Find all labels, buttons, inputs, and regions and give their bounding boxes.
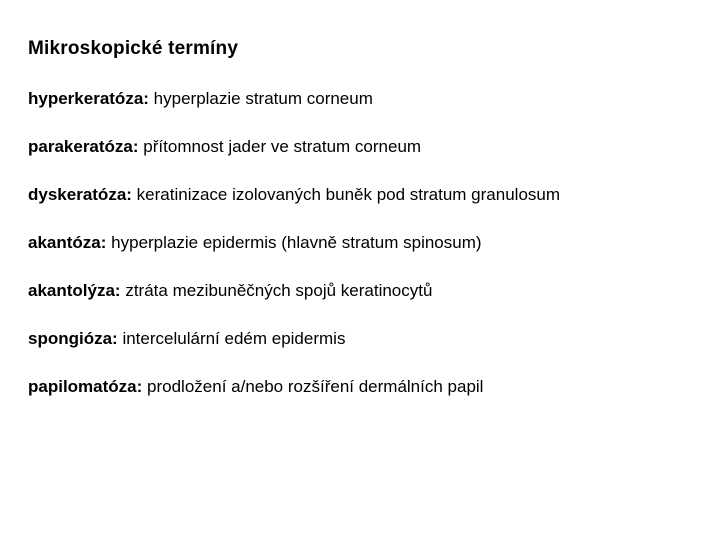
term-item-papilomatoza [28, 376, 708, 424]
term-name: dyskeratóza: [28, 185, 132, 204]
term-item-akantolyza [28, 280, 708, 328]
term-name: akantóza: [28, 233, 107, 252]
term-definition: hyperplazie stratum corneum [153, 89, 373, 108]
term-definition: ztráta mezibuněčných spojů keratinocytů [125, 281, 433, 300]
term-item-akantoza [28, 232, 708, 280]
term-definition: intercelulární edém epidermis [122, 329, 346, 348]
term-item-parakeratoza [28, 136, 708, 184]
term-definition: přítomnost jader ve stratum corneum [143, 137, 422, 156]
term-name: akantolýza: [28, 281, 121, 300]
term-name: spongióza: [28, 329, 118, 348]
slide-title: Mikroskopické termíny [28, 38, 239, 59]
term-name: parakeratóza: [28, 137, 139, 156]
term-definition: hyperplazie epidermis (hlavně stratum spinosum) [111, 233, 482, 252]
term-definition: keratinizace izolovaných buněk pod stratum granulosum [136, 185, 561, 204]
term-item-spongioza [28, 328, 708, 376]
term-list [28, 88, 708, 424]
term-name: papilomatóza: [28, 377, 143, 396]
term-name: hyperkeratóza: [28, 89, 149, 108]
term-item-hyperkeratoza [28, 88, 708, 136]
term-definition: prodložení a/nebo rozšíření dermálních papil [147, 377, 484, 396]
term-item-dyskeratoza [28, 184, 708, 232]
